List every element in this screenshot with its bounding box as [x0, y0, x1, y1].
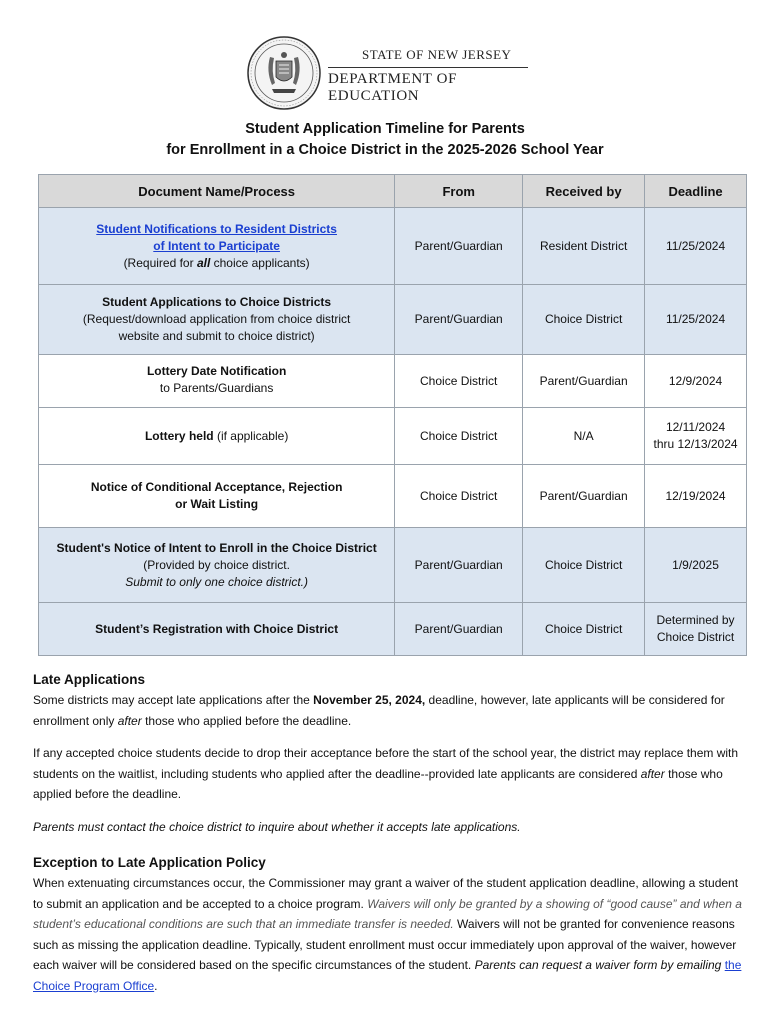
- header-received-by: Received by: [523, 175, 645, 208]
- cell-deadline: 12/19/2024: [645, 465, 747, 528]
- timeline-table: [38, 174, 747, 656]
- table-row: [39, 465, 747, 528]
- late-paragraph-1: Some districts may accept late applications after the November 25, 2024, deadline, however, late applicants will be considered for enrollment only after those who applied before the deadline.: [33, 693, 725, 728]
- cell-document: [39, 208, 395, 285]
- header-document: Document Name/Process: [39, 175, 395, 208]
- cell-deadline: 12/9/2024: [645, 355, 747, 408]
- cell-from: Choice District: [395, 355, 523, 408]
- cell-document: Student Applications to Choice Districts (Request/download application from choice district website and submit to choice district): [39, 285, 395, 355]
- exception-heading: Exception to Late Application Policy: [33, 855, 266, 870]
- cell-document: Student’s Registration with Choice District: [39, 603, 395, 656]
- cell-document: Lottery held (if applicable): [39, 408, 395, 465]
- cell-from: Parent/Guardian: [395, 285, 523, 355]
- cell-received-by: N/A: [523, 408, 645, 465]
- table-row: [39, 285, 747, 355]
- late-applications-heading: Late Applications: [33, 672, 146, 687]
- table-header-row: [39, 175, 747, 208]
- cell-deadline: Determined by Choice District: [645, 603, 747, 656]
- cell-received-by: Parent/Guardian: [523, 355, 645, 408]
- page-title: [0, 119, 770, 161]
- header-deadline: Deadline: [645, 175, 747, 208]
- table-row: [39, 208, 747, 285]
- cell-received-by: Parent/Guardian: [523, 465, 645, 528]
- agency-department: DEPARTMENT OF EDUCATION: [328, 67, 528, 106]
- table-row: [39, 355, 747, 408]
- cell-from: Parent/Guardian: [395, 208, 523, 285]
- cell-from: Parent/Guardian: [395, 603, 523, 656]
- cell-from: Parent/Guardian: [395, 528, 523, 603]
- title-line-2: for Enrollment in a Choice District in the 2025-2026 School Year: [166, 142, 604, 158]
- agency-state: STATE OF NEW JERSEY: [362, 47, 512, 63]
- table-row: [39, 408, 747, 465]
- cell-received-by: Choice District: [523, 603, 645, 656]
- cell-received-by: Resident District: [523, 208, 645, 285]
- state-seal-icon: [246, 35, 322, 111]
- exception-paragraph: When extenuating circumstances occur, the Commissioner may grant a waiver of the student application deadline, allowing a student to submit an application and be accepted to a choice program. Waivers will only be granted by a showing of “good cause” and when a student’s educational conditions are such that an immediate transfer is needed. Waivers will not be granted for convenience reasons such as missing the application deadline. Typically, student enrollment must occur immediately upon approval of the waiver, however each waiver will be considered based on the specific circumstances of the student. Parents can request a waiver form by emailing the Choice Program Office.: [33, 876, 742, 993]
- choice-program-office-link[interactable]: the Choice Program Office: [33, 958, 742, 993]
- cell-from: Choice District: [395, 408, 523, 465]
- cell-document: Student's Notice of Intent to Enroll in the Choice District (Provided by choice district. Submit to only one choice district.): [39, 528, 395, 603]
- late-applications-section: [33, 671, 743, 837]
- cell-deadline: 1/9/2025: [645, 528, 747, 603]
- notifications-link[interactable]: Student Notifications to Resident Districts of Intent to Participate: [96, 221, 337, 253]
- exception-section: [33, 854, 743, 996]
- cell-deadline: 11/25/2024: [645, 208, 747, 285]
- cell-document: Notice of Conditional Acceptance, Rejection or Wait Listing: [39, 465, 395, 528]
- table-row: [39, 603, 747, 656]
- cell-from: Choice District: [395, 465, 523, 528]
- cell-received-by: Choice District: [523, 285, 645, 355]
- title-line-1: Student Application Timeline for Parents: [245, 121, 525, 137]
- letterhead: [246, 34, 528, 112]
- late-paragraph-3: Parents must contact the choice district to inquire about whether it accepts late applications.: [33, 819, 521, 834]
- cell-document: Lottery Date Notification to Parents/Guardians: [39, 355, 395, 408]
- cell-received-by: Choice District: [523, 528, 645, 603]
- cell-deadline: 12/11/2024 thru 12/13/2024: [645, 408, 747, 465]
- header-from: From: [395, 175, 523, 208]
- cell-deadline: 11/25/2024: [645, 285, 747, 355]
- cell-note: (Required for all choice applicants): [123, 255, 310, 270]
- table-row: [39, 528, 747, 603]
- late-paragraph-2: If any accepted choice students decide to drop their acceptance before the start of the school year, the district may replace them with students on the waitlist, including students who applied after the deadline--provided late applicants are considered after those who applied before the deadline.: [33, 746, 739, 801]
